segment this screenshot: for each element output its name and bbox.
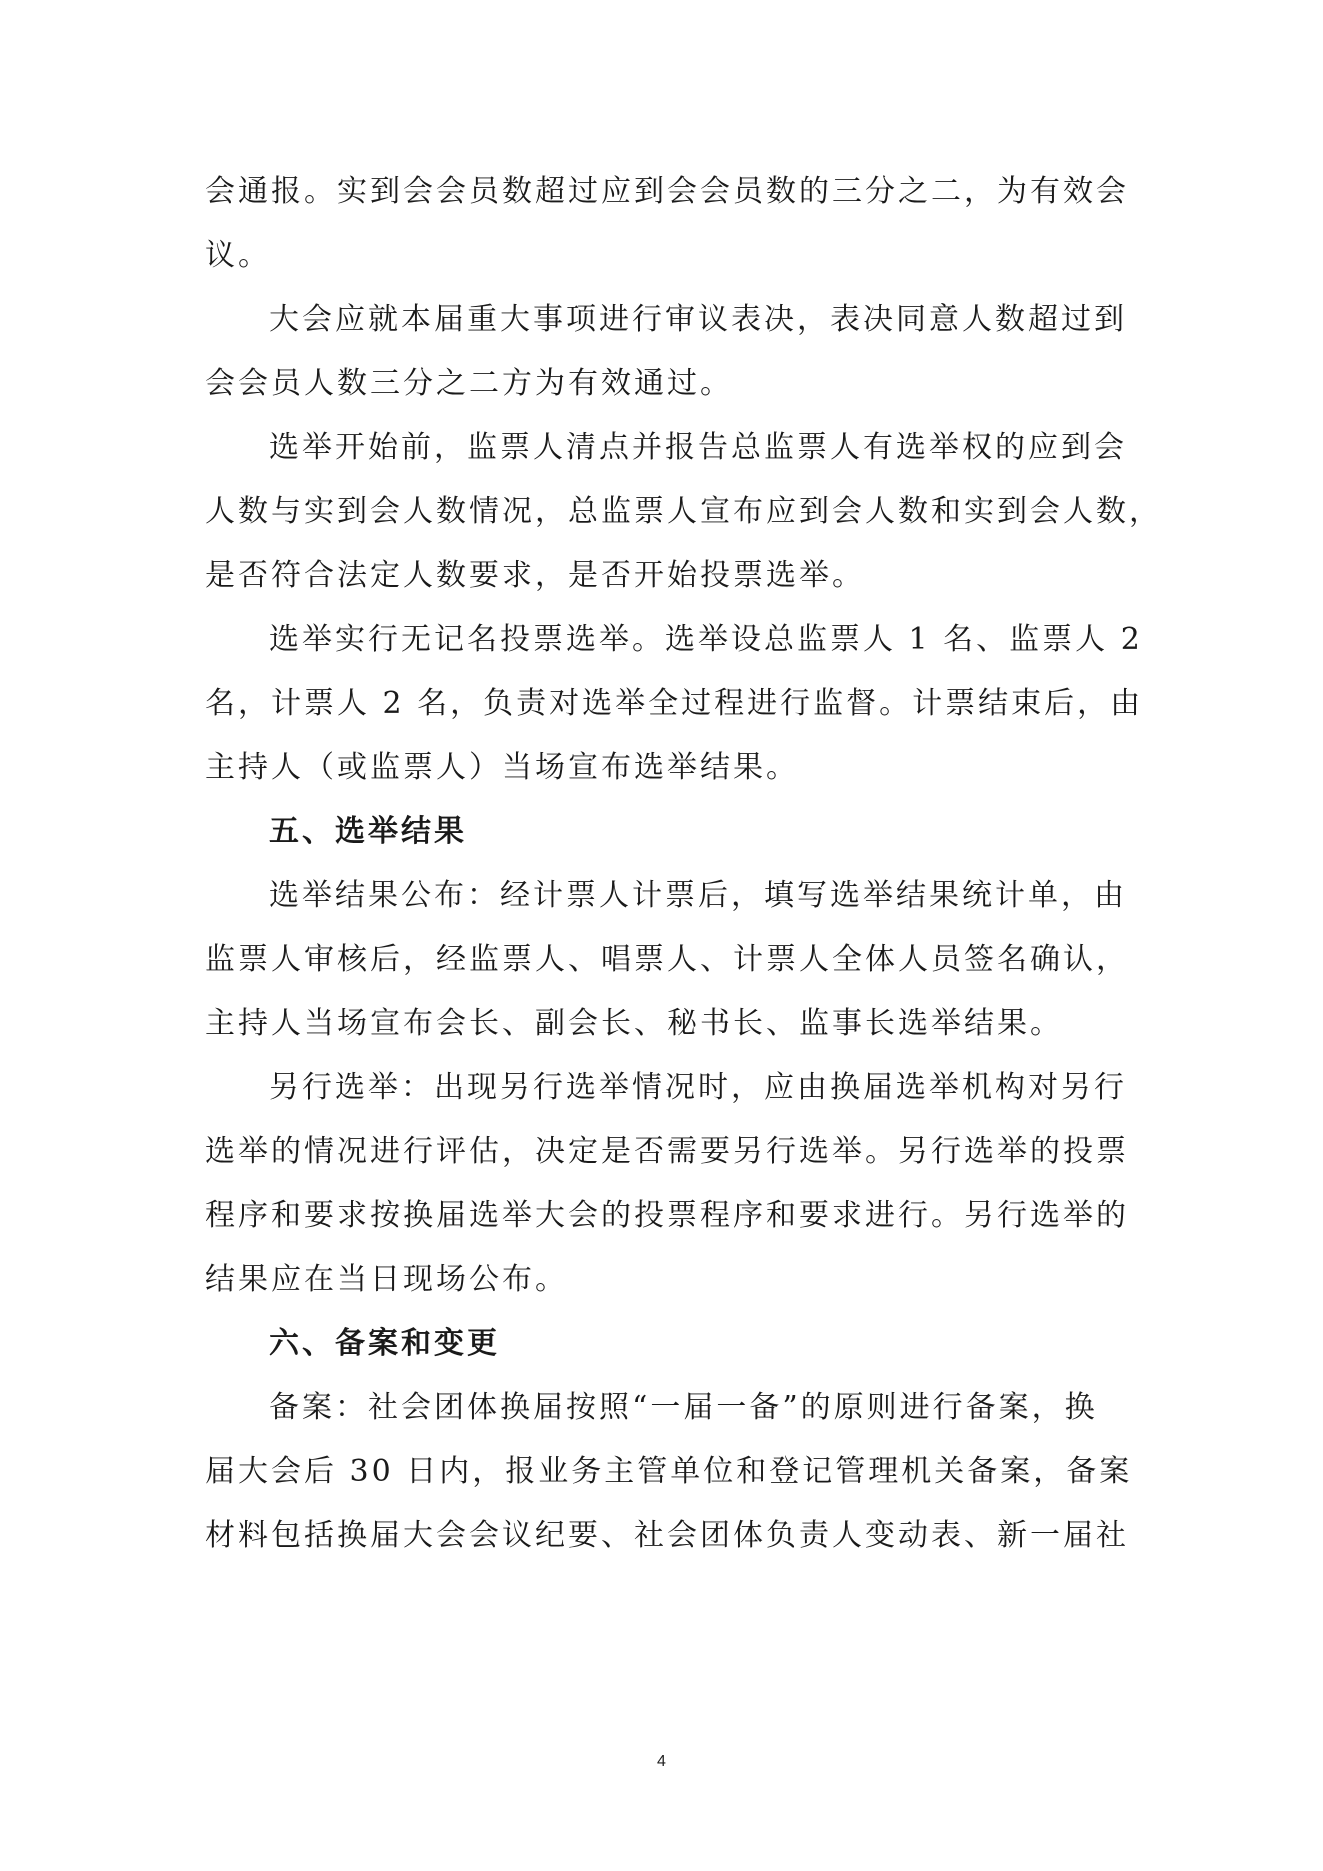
paragraph-line: 选举开始前，监票人清点并报告总监票人有选举权的应到会 [269, 430, 1127, 465]
paragraph-line: 备案：社会团体换届按照“一届一备”的原则进行备案，换 [269, 1390, 1098, 1425]
section-heading [205, 800, 1130, 864]
paragraph-line: 选举结果公布：经计票人计票后，填写选举结果统计单，由 [269, 878, 1127, 913]
document-body [205, 160, 1162, 1568]
heading-text: 五、选举结果 [269, 814, 467, 849]
paragraph [205, 416, 1162, 608]
paragraph-line: 人数与实到会人数情况，总监票人宣布应到会人数和实到会人数， [205, 494, 1162, 529]
paragraph-line: 议。 [205, 238, 271, 273]
paragraph-line: 材料包括换届大会会议纪要、社会团体负责人变动表、新一届社 [205, 1518, 1129, 1553]
paragraph [205, 160, 1130, 288]
paragraph-line: 届大会后 30 日内，报业务主管单位和登记管理机关备案，备案 [205, 1454, 1133, 1489]
paragraph-line: 名，计票人 2 名，负责对选举全过程进行监督。计票结束后，由 [205, 686, 1144, 721]
paragraph-line: 大会应就本届重大事项进行审议表决，表决同意人数超过到 [269, 302, 1127, 337]
paragraph [205, 608, 1144, 800]
paragraph-line: 是否符合法定人数要求，是否开始投票选举。 [205, 558, 865, 593]
heading-text: 六、备案和变更 [269, 1326, 500, 1361]
paragraph [205, 288, 1130, 416]
paragraph-line: 会会员人数三分之二方为有效通过。 [205, 366, 733, 401]
paragraph-line: 主持人（或监票人）当场宣布选举结果。 [205, 750, 799, 785]
paragraph-line: 主持人当场宣布会长、副会长、秘书长、监事长选举结果。 [205, 1006, 1063, 1041]
paragraph-line: 会通报。实到会会员数超过应到会会员数的三分之二，为有效会 [205, 174, 1129, 209]
paragraph-line: 结果应在当日现场公布。 [205, 1262, 568, 1297]
page-number: 4 [657, 1753, 666, 1770]
paragraph-line: 程序和要求按换届选举大会的投票程序和要求进行。另行选举的 [205, 1198, 1129, 1233]
paragraph-line: 监票人审核后，经监票人、唱票人、计票人全体人员签名确认， [205, 942, 1129, 977]
section-heading [205, 1312, 1130, 1376]
paragraph-line: 选举的情况进行评估，决定是否需要另行选举。另行选举的投票 [205, 1134, 1129, 1169]
paragraph-line: 选举实行无记名投票选举。选举设总监票人 1 名、监票人 2 [269, 622, 1143, 657]
paragraph [205, 1376, 1133, 1568]
paragraph [205, 864, 1130, 1056]
paragraph [205, 1056, 1130, 1312]
paragraph-line: 另行选举：出现另行选举情况时，应由换届选举机构对另行 [269, 1070, 1127, 1105]
